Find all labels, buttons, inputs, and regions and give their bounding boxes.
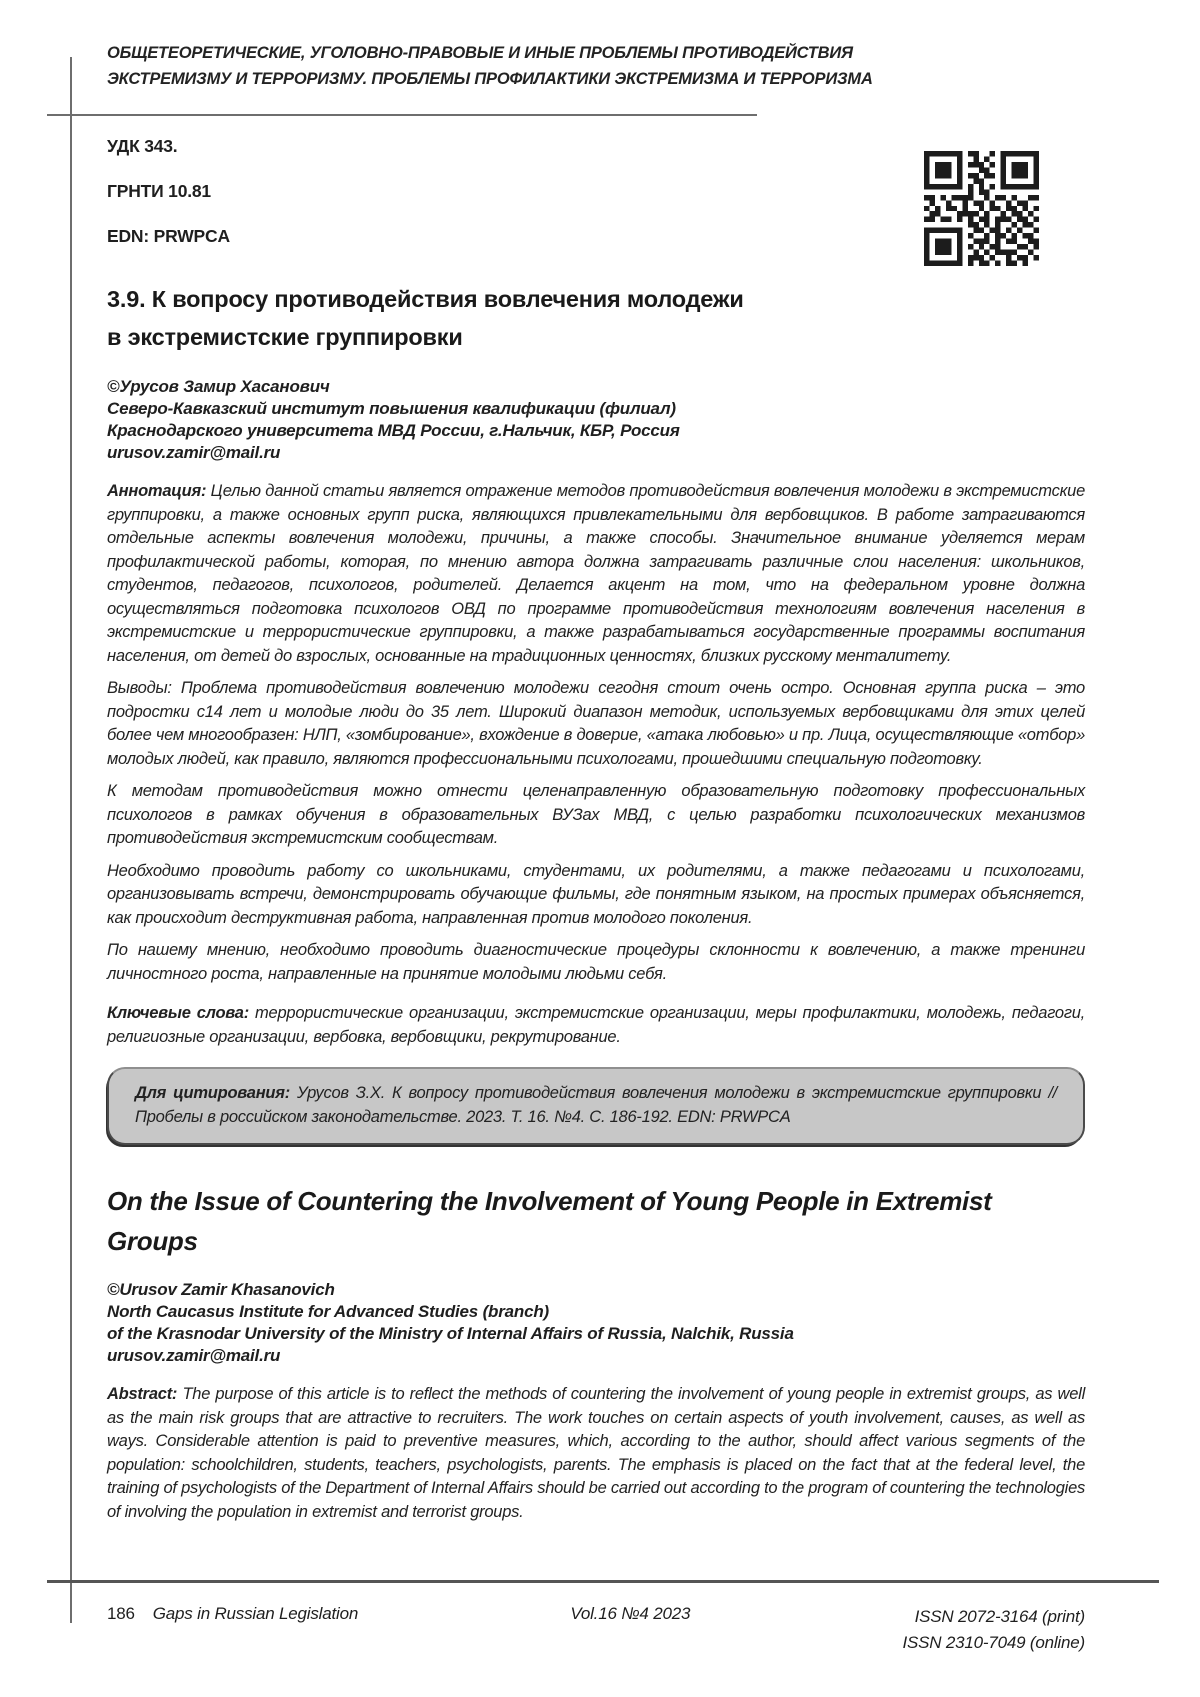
qr-code-icon bbox=[924, 151, 1039, 266]
methods-paragraph: К методам противодействия можно отнести целенаправленную образовательную подготовку профессиональных психологов в рамках обучения в образовательных ВУЗах МВД, с целью разработки психологических механизмов противодействия экстремистским сообществам. bbox=[107, 782, 1085, 847]
article-meta bbox=[107, 136, 230, 271]
author-email: urusov.zamir@mail.ru bbox=[107, 443, 281, 462]
author-affiliation-en: North Caucasus Institute for Advanced Studies (branch) bbox=[107, 1302, 549, 1321]
abstract-ru-text: Целью данной статьи является отражение методов противодействия вовлечения молодежи в экстремистские группировки, а также основных групп риска, являющихся привлекательными для вербовщиков. В работе затрагиваются отдельные аспекты вовлечения молодежи, причины, а также способы. Значительное внимание уделяется мерам профилактической работы, которая, по мнению автора должна затрагивать различные слои населения: школьников, студентов, педагогов, психологов, родителей. Делается акцент на том, что на федеральном уровне должна осуществляться подготовка психологов ОВД по программе противодействия технологиям вовлечения населения в экстремистские и террористические группировки, а также разрабатываться государственные программы воспитания населения, от детей до взрослых, основанные на традиционных ценностях, близких русскому менталитету. bbox=[107, 482, 1085, 665]
grnti-code: ГРНТИ 10.81 bbox=[107, 181, 211, 201]
author-affiliation-ru: Северо-Кавказский институт повышения квалификации (филиал) bbox=[107, 399, 676, 418]
author-email: urusov.zamir@mail.ru bbox=[107, 1346, 281, 1365]
journal-name: Gaps in Russian Legislation bbox=[152, 1604, 359, 1623]
author-affiliation-ru: Краснодарского университета МВД России, г.Нальчик, КБР, Россия bbox=[107, 421, 680, 440]
footer-divider-rule bbox=[47, 1580, 1159, 1583]
article-title-en: On the Issue of Countering the Involvement of Young People in Extremist Groups bbox=[107, 1186, 992, 1256]
citation-text bbox=[135, 1082, 1057, 1129]
author-block-ru bbox=[107, 376, 1085, 464]
issn-print: ISSN 2072-3164 (print) bbox=[914, 1607, 1085, 1626]
volume-issue: Vol.16 №4 2023 bbox=[570, 1604, 691, 1623]
abstract-ru-label: Аннотация: bbox=[107, 482, 207, 500]
author-name-ru: ©Урусов Замир Хасанович bbox=[107, 377, 330, 396]
running-head bbox=[107, 40, 1027, 92]
abstract-en-text: The purpose of this article is to reflect the methods of countering the involvement of young people in extremist groups, as well as the main risk groups that are attractive to recruiters. The work touches on certain aspects of youth involvement, causes, as well as ways. Considerable attention is paid to preventive measures, which, according to the author, should affect various segments of the population: schoolchildren, students, teachers, psychologists, parents. The emphasis is placed on the fact that at the federal level, the training of psychologists of the Department of Internal Affairs should be carried out according to the program of countering the technologies of involving the population in extremist and terrorist groups. bbox=[107, 1385, 1085, 1521]
author-block-en bbox=[107, 1279, 1085, 1367]
page-footer bbox=[107, 1604, 1085, 1656]
running-head-line: ЭКСТРЕМИЗМУ И ТЕРРОРИЗМУ. ПРОБЛЕМЫ ПРОФИЛАКТИКИ ЭКСТРЕМИЗМА И ТЕРРОРИЗМА bbox=[107, 70, 873, 88]
left-vertical-rule bbox=[70, 57, 72, 1623]
author-name-en: ©Urusov Zamir Khasanovich bbox=[107, 1280, 335, 1299]
keywords-ru bbox=[107, 1002, 1085, 1049]
issn-online: ISSN 2310-7049 (online) bbox=[902, 1633, 1085, 1652]
keywords-ru-text: террористические организации, экстремистские организации, меры профилактики, молодежь, педагоги, религиозные организации, вербовка, вербовщики, рекрутирование. bbox=[107, 1004, 1085, 1046]
citation-body: Урусов З.Х. К вопросу противодействия вовлечения молодежи в экстремистские группировки // Пробелы в российском законодательстве. 2023. Т. 16. №4. С. 186-192. EDN: PRWPCA bbox=[135, 1084, 1057, 1126]
issn-block bbox=[902, 1604, 1085, 1656]
running-head-line: ОБЩЕТЕОРЕТИЧЕСКИЕ, УГОЛОВНО-ПРАВОВЫЕ И ИНЫЕ ПРОБЛЕМЫ ПРОТИВОДЕЙСТВИЯ bbox=[107, 44, 853, 62]
opinion-paragraph: По нашему мнению, необходимо проводить диагностические процедуры склонности к вовлечению, а также тренинги личностного роста, направленные на принятие молодыми людьми себя. bbox=[107, 941, 1085, 983]
citation-label: Для цитирования: bbox=[135, 1084, 290, 1102]
page-number: 186 bbox=[107, 1604, 135, 1623]
header-divider-rule bbox=[47, 114, 757, 116]
author-affiliation-en: of the Krasnodar University of the Ministry of Internal Affairs of Russia, Nalchik, Russia bbox=[107, 1324, 794, 1343]
article-content bbox=[107, 280, 1085, 1533]
keywords-ru-label: Ключевые слова: bbox=[107, 1004, 249, 1022]
abstract-ru bbox=[107, 480, 1085, 668]
article-title-ru bbox=[107, 280, 1085, 356]
article-title-ru-line: в экстремистские группировки bbox=[107, 324, 463, 350]
abstract-en bbox=[107, 1383, 1085, 1524]
outreach-paragraph: Необходимо проводить работу со школьниками, студентами, их родителями, а также педагогами и психологами, организовывать встречи, демонстрировать обучающие фильмы, где понятным языком, на простых примерах объясняется, как происходит деструктивная работа, направленная против молодого поколения. bbox=[107, 861, 1085, 927]
abstract-en-label: Abstract: bbox=[107, 1385, 178, 1403]
edn-code: EDN: PRWPCA bbox=[107, 226, 230, 246]
citation-box bbox=[107, 1067, 1085, 1145]
udc-code: УДК 343. bbox=[107, 136, 178, 156]
article-title-ru-line: 3.9. К вопросу противодействия вовлечения молодежи bbox=[107, 286, 744, 312]
conclusions-paragraph: Выводы: Проблема противодействия вовлечению молодежи сегодня стоит очень остро. Основная группа риска – это подростки с14 лет и молодые люди до 35 лет. Широкий диапазон методик, используемых вербовщиками для этих целей более чем многообразен: НЛП, «зомбирование», вхождение в доверие, «атака любовью» и пр. Лица, осуществляющие «отбор» молодых людей, как правило, являются профессиональными психологами, прошедшими специальную подготовку. bbox=[107, 679, 1086, 768]
